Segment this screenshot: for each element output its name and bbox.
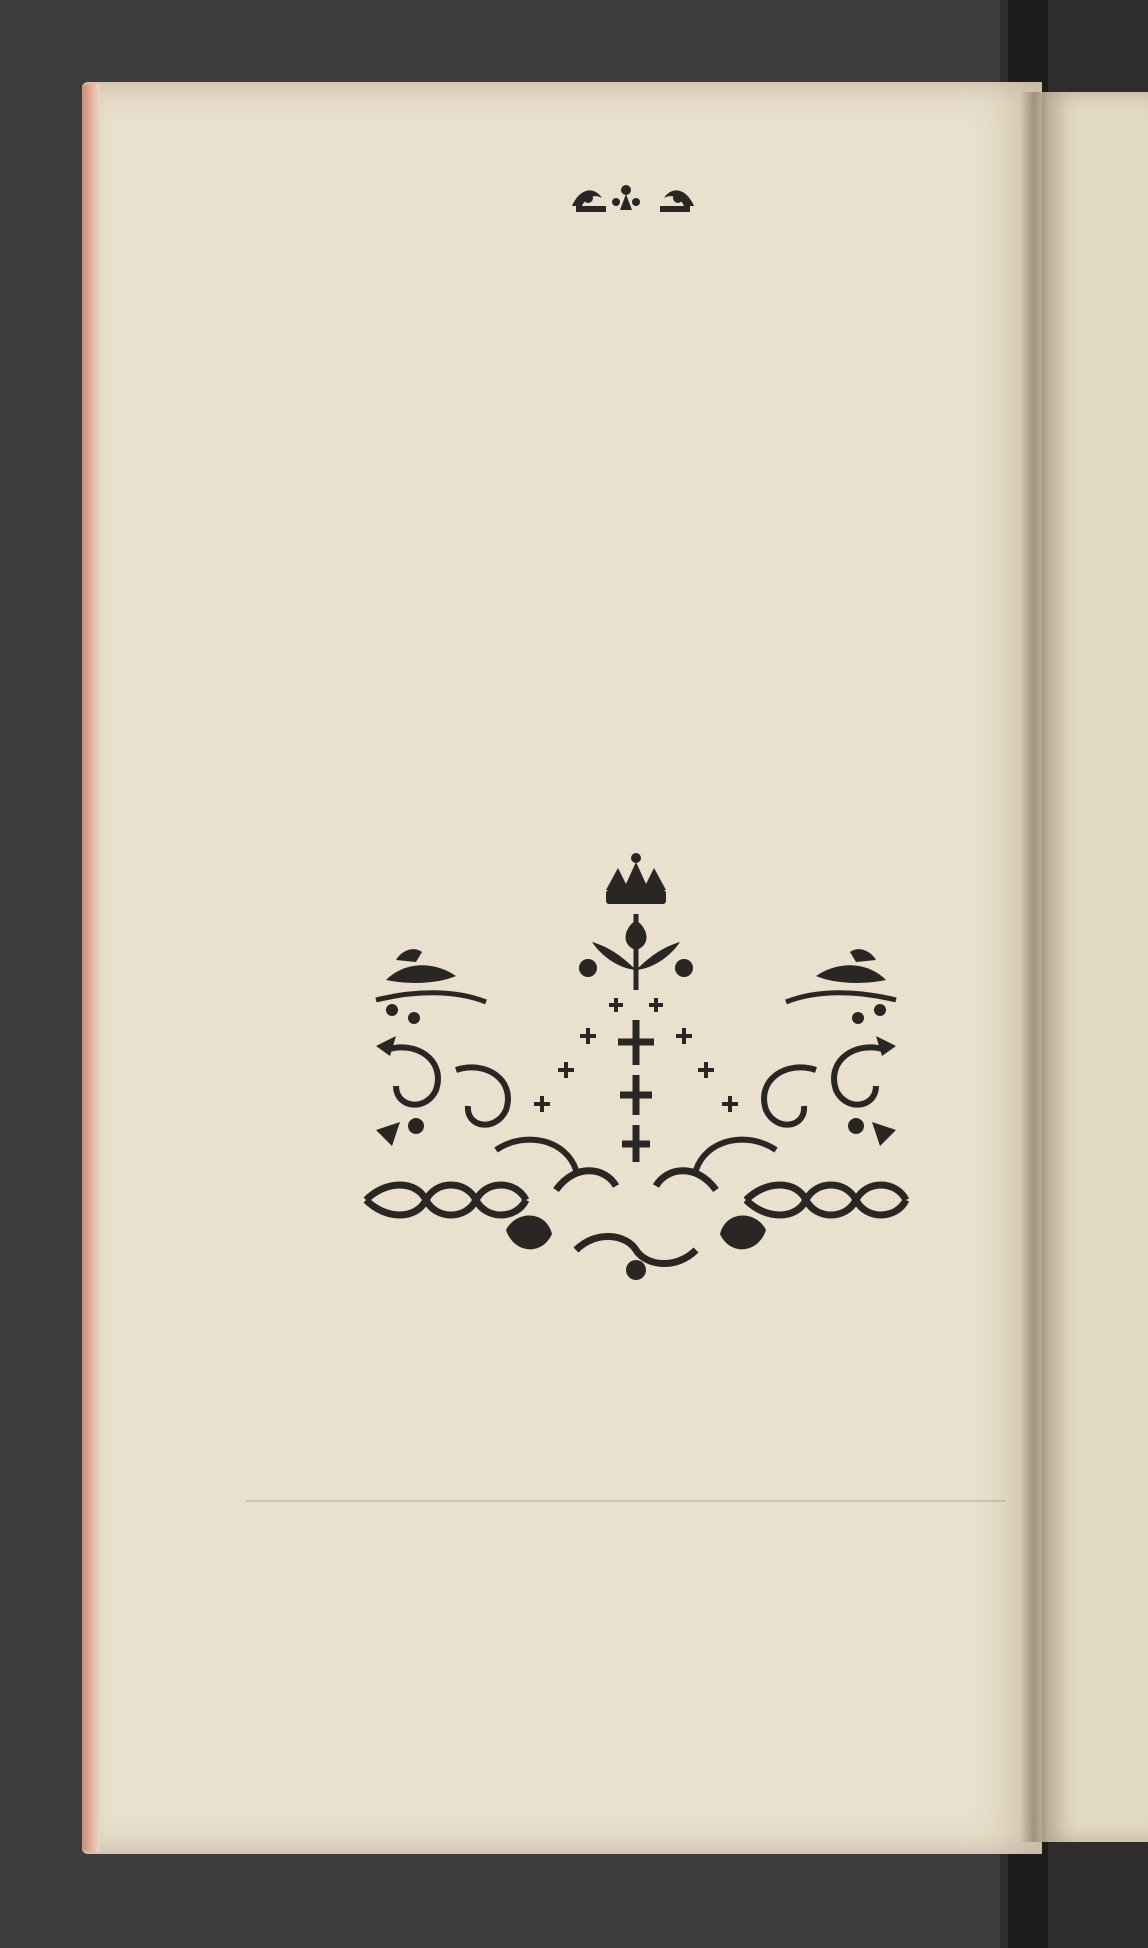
text-line: [244, 376, 1030, 440]
text-line: [244, 248, 1030, 312]
text-line: [244, 632, 1030, 696]
crowned-vignette-icon: [356, 850, 916, 1310]
text-line: [244, 568, 1030, 632]
text-line: [244, 440, 1030, 504]
facing-page: [1040, 92, 1148, 1842]
text-line: [244, 696, 1030, 760]
text-line: [244, 504, 1030, 568]
text-line: [244, 312, 1030, 376]
body-text: [244, 248, 1030, 760]
page-edge: [82, 84, 100, 1852]
footnote-rule: [246, 1500, 1006, 1502]
fleuron-icon: [568, 176, 698, 226]
